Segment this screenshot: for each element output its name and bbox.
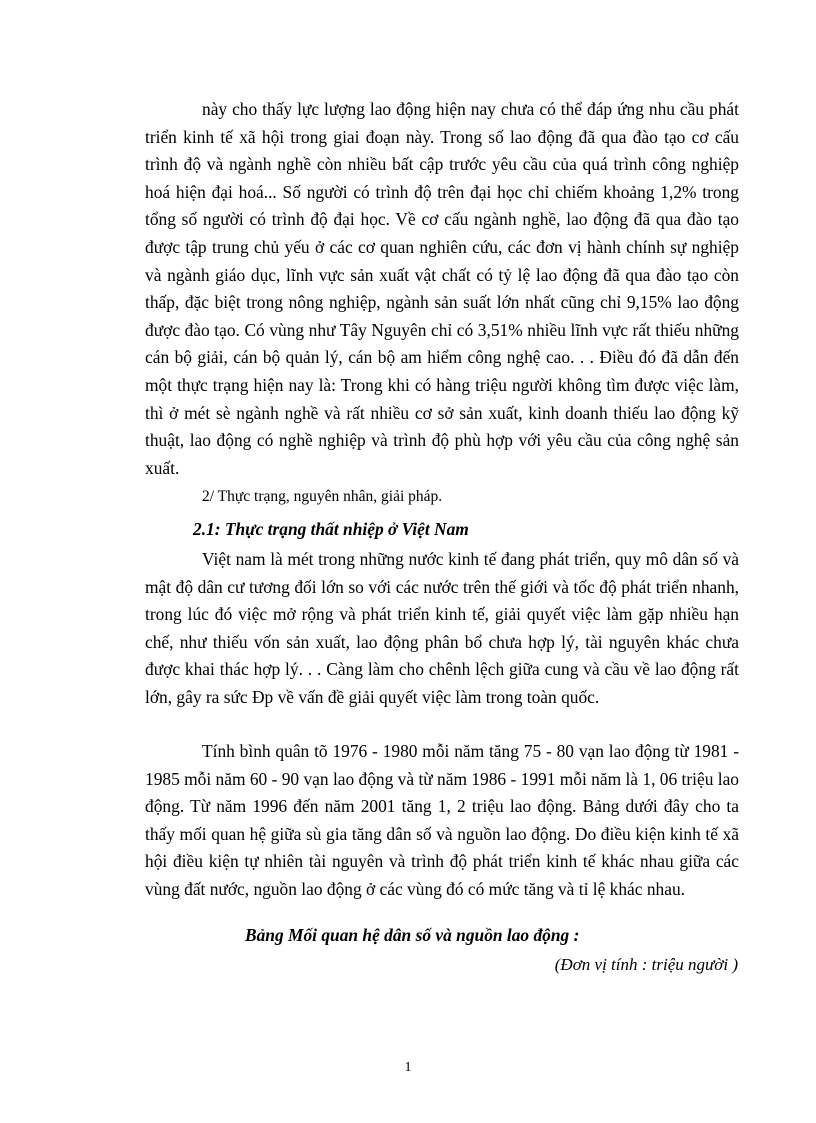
unit-note: (Đơn vị tính : triệu người ) [554, 955, 738, 974]
paragraph-labor-growth [145, 738, 739, 904]
paragraph-text: Việt nam là mét trong những nước kinh tế đang phát triển, quy mô dân số và mật độ dân cư tương đối lớn so với các nước trên thế giới và tốc độ phát triển nhanh, trong lúc đó việc mở rộng và phát triển kinh tế, giải quyết việc làm gặp nhiều hạn chế, như thiếu vốn sản xuất, lao động phân bổ chưa hợp lý, tài nguyên khác chưa được khai thác hợp lý. . . Càng làm cho chênh lệch giữa cung và cầu về lao động rất lớn, gây ra sức Ðp về vấn đề giải quyết việc làm trong toàn quốc. [145, 549, 739, 707]
subsection-heading: 2/ Thực trạng, nguyên nhân, giải pháp. [202, 488, 443, 505]
paragraph-text: này cho thấy lực lượng lao động hiện nay chưa có thể đáp ứng nhu cầu phát triển kinh tế xã hội trong giai đoạn này. Trong số lao động đã qua đào tạo cơ cấu trình độ và ngành nghề còn nhiều bất cập trước yêu cầu của quá trình công nghiệp hoá hiện đại hoá... Số người có trình độ trên đại học chỉ chiếm khoảng 1,2% trong tổng số người có trình độ đại học. Về cơ cấu ngành nghề, lao động đã qua đào tạo được tập trung chủ yếu ở các cơ quan nghiên cứu, các đơn vị hành chính sự nghiệp và ngành giáo dục, lĩnh vực sản xuất vật chất có tỷ lệ lao động đã qua đào tạo còn thấp, đặc biệt trong nông nghiệp, ngành sản suất lớn nhất cũng chỉ 9,15% lao động được đào tạo. Có vùng như Tây Nguyên chỉ có 3,51% nhiều lĩnh vực rất thiếu những cán bộ giải, cán bộ quản lý, cán bộ am hiểm công nghệ cao. . . Điều đó đã dẫn đến một thực trạng hiện nay là: Trong khi có hàng triệu người không tìm được việc làm, thì ở mét sè ngành nghề và rất nhiều cơ sở sản xuất, kinh doanh thiếu lao động kỹ thuật, lao động có nghề nghiệp và trình độ phù hợp với yêu cầu của công nghệ sản xuất. [145, 99, 739, 478]
paragraph-vietnam-situation [145, 546, 739, 712]
paragraph-labor-quality [145, 96, 739, 482]
page-number: 1 [404, 1060, 412, 1075]
table-title: Bảng Mối quan hệ dân số và nguồn lao động : [245, 925, 580, 945]
section-heading: 2.1: Thực trạng thất nhiệp ở Việt Nam [193, 519, 469, 539]
paragraph-text: Tính bình quân tõ 1976 - 1980 mỗi năm tăng 75 - 80 vạn lao động từ 1981 - 1985 mỗi năm 60 - 90 vạn lao động và từ năm 1986 - 1991 mỗi năm là 1, 06 triệu lao động. Từ năm 1996 đến năm 2001 tăng 1, 2 triệu lao động. Bảng dưới đây cho ta thấy mối quan hệ giữa sù gia tăng dân số và nguồn lao động. Do điều kiện kinh tế xã hội điều kiện tự nhiên tài nguyên và trình độ phát triển kinh tế khác nhau giữa các vùng đất nước, nguồn lao động ở các vùng đó có mức tăng và tỉ lệ khác nhau. [145, 741, 739, 899]
